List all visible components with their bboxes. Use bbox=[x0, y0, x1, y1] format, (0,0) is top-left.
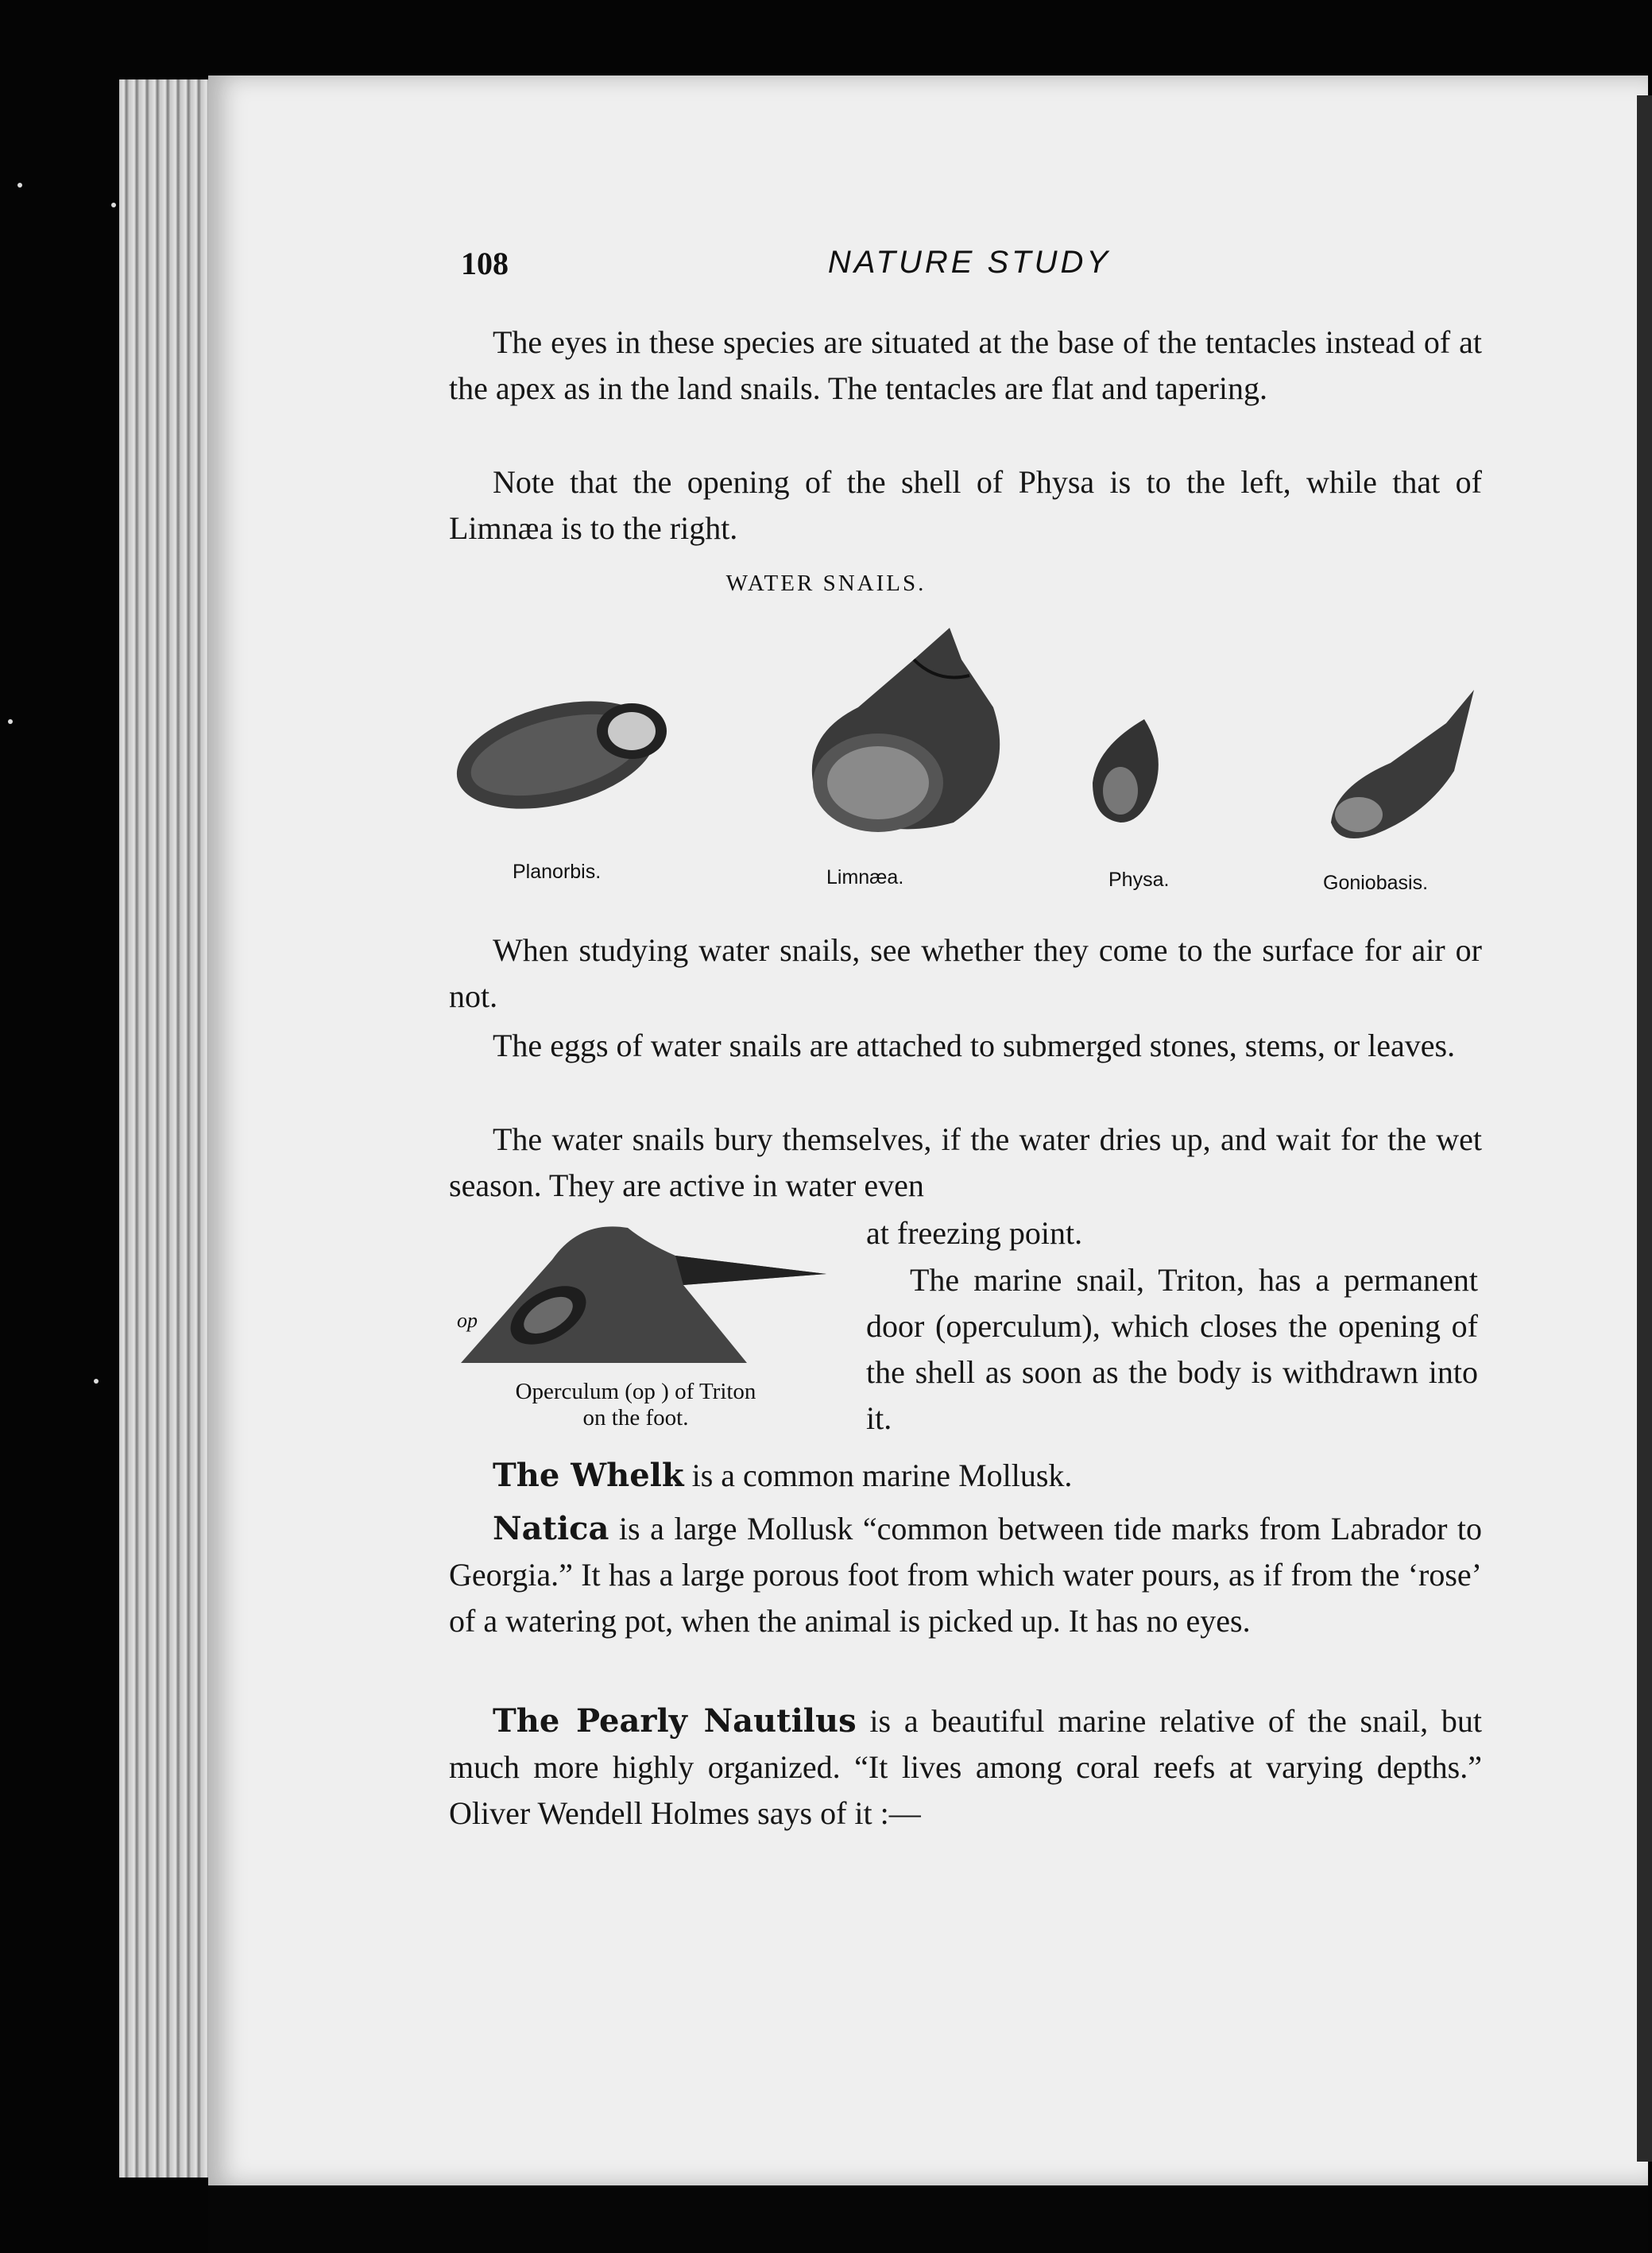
label-physa: Physa. bbox=[1108, 869, 1170, 891]
entry-whelk-text: is a common marine Mollusk. bbox=[683, 1457, 1073, 1493]
paragraph-surface-air: When studying water snails, see whether they come to the surface for air or not. bbox=[449, 932, 1482, 1014]
goniobasis-shell-drawing bbox=[1331, 690, 1474, 838]
entry-natica-title: Natica bbox=[493, 1510, 609, 1547]
label-planorbis: Planorbis. bbox=[513, 861, 602, 883]
physa-shell-drawing bbox=[1093, 719, 1159, 823]
triton-caption bbox=[445, 1379, 826, 1431]
label-limnaea: Limnæa. bbox=[826, 866, 904, 888]
figure-caption-water-snails: WATER SNAILS. bbox=[725, 571, 927, 596]
entry-nautilus bbox=[449, 1698, 1482, 1837]
paragraph-triton: The marine snail, Triton, has a permanent door (operculum), which closes the opening of the shell as soon as the body is withdrawn into it. bbox=[866, 1262, 1478, 1436]
scan-bottom-margin bbox=[208, 2185, 1648, 2253]
limnaea-shell-drawing bbox=[812, 628, 1000, 832]
entry-natica bbox=[449, 1506, 1482, 1644]
entry-whelk-title: The Whelk bbox=[493, 1457, 684, 1494]
triton-operculum-illustration bbox=[445, 1212, 842, 1395]
page-right-edge bbox=[1637, 95, 1652, 2162]
paragraph-eyes: The eyes in these species are situated at the base of the tentacles instead of at the apex as in the land snails. The tentacles are flat and tapering. bbox=[449, 324, 1482, 406]
water-snails-illustration bbox=[445, 612, 1494, 850]
scan-speck bbox=[8, 719, 13, 724]
entry-whelk bbox=[449, 1453, 1482, 1499]
paragraph-bury: The water snails bury themselves, if the water dries up, and wait for the wet season. They are active in water even bbox=[449, 1121, 1482, 1203]
paragraph-eggs: The eggs of water snails are attached to submerged stones, stems, or leaves. bbox=[493, 1028, 1456, 1063]
scan-speck bbox=[17, 183, 22, 188]
running-head: NATURE STUDY bbox=[827, 245, 1112, 280]
scan-speck bbox=[111, 203, 116, 207]
page-header bbox=[461, 245, 1478, 292]
paragraph-freezing-point: at freezing point. bbox=[866, 1215, 1083, 1251]
triton-caption-line1: Operculum (op ) of Triton bbox=[515, 1379, 756, 1404]
scan-speck bbox=[94, 1379, 99, 1384]
entry-nautilus-title: The Pearly Nautilus bbox=[493, 1702, 857, 1740]
entry-natica-text: is a large Mollusk “common between tide marks from Labrador to Georgia.” It has a large porous foot from which water pours, as if from the ‘rose’ of a watering pot, when the animal is picked up. It has no eyes. bbox=[449, 1511, 1482, 1639]
planorbis-shell-drawing bbox=[446, 683, 667, 827]
label-op: op bbox=[457, 1309, 478, 1332]
page-number: 108 bbox=[461, 246, 509, 281]
label-goniobasis: Goniobasis. bbox=[1323, 872, 1429, 894]
paragraph-physa-limnaea: Note that the opening of the shell of Physa is to the left, while that of Limnæa is to the right. bbox=[449, 464, 1482, 546]
triton-caption-line2: on the foot. bbox=[582, 1405, 689, 1430]
entry-nautilus-text: is a beautiful marine relative of the snail, but much more highly organized. “It lives among coral reefs at varying depths.” Oliver Wendell Holmes says of it :— bbox=[449, 1703, 1482, 1831]
